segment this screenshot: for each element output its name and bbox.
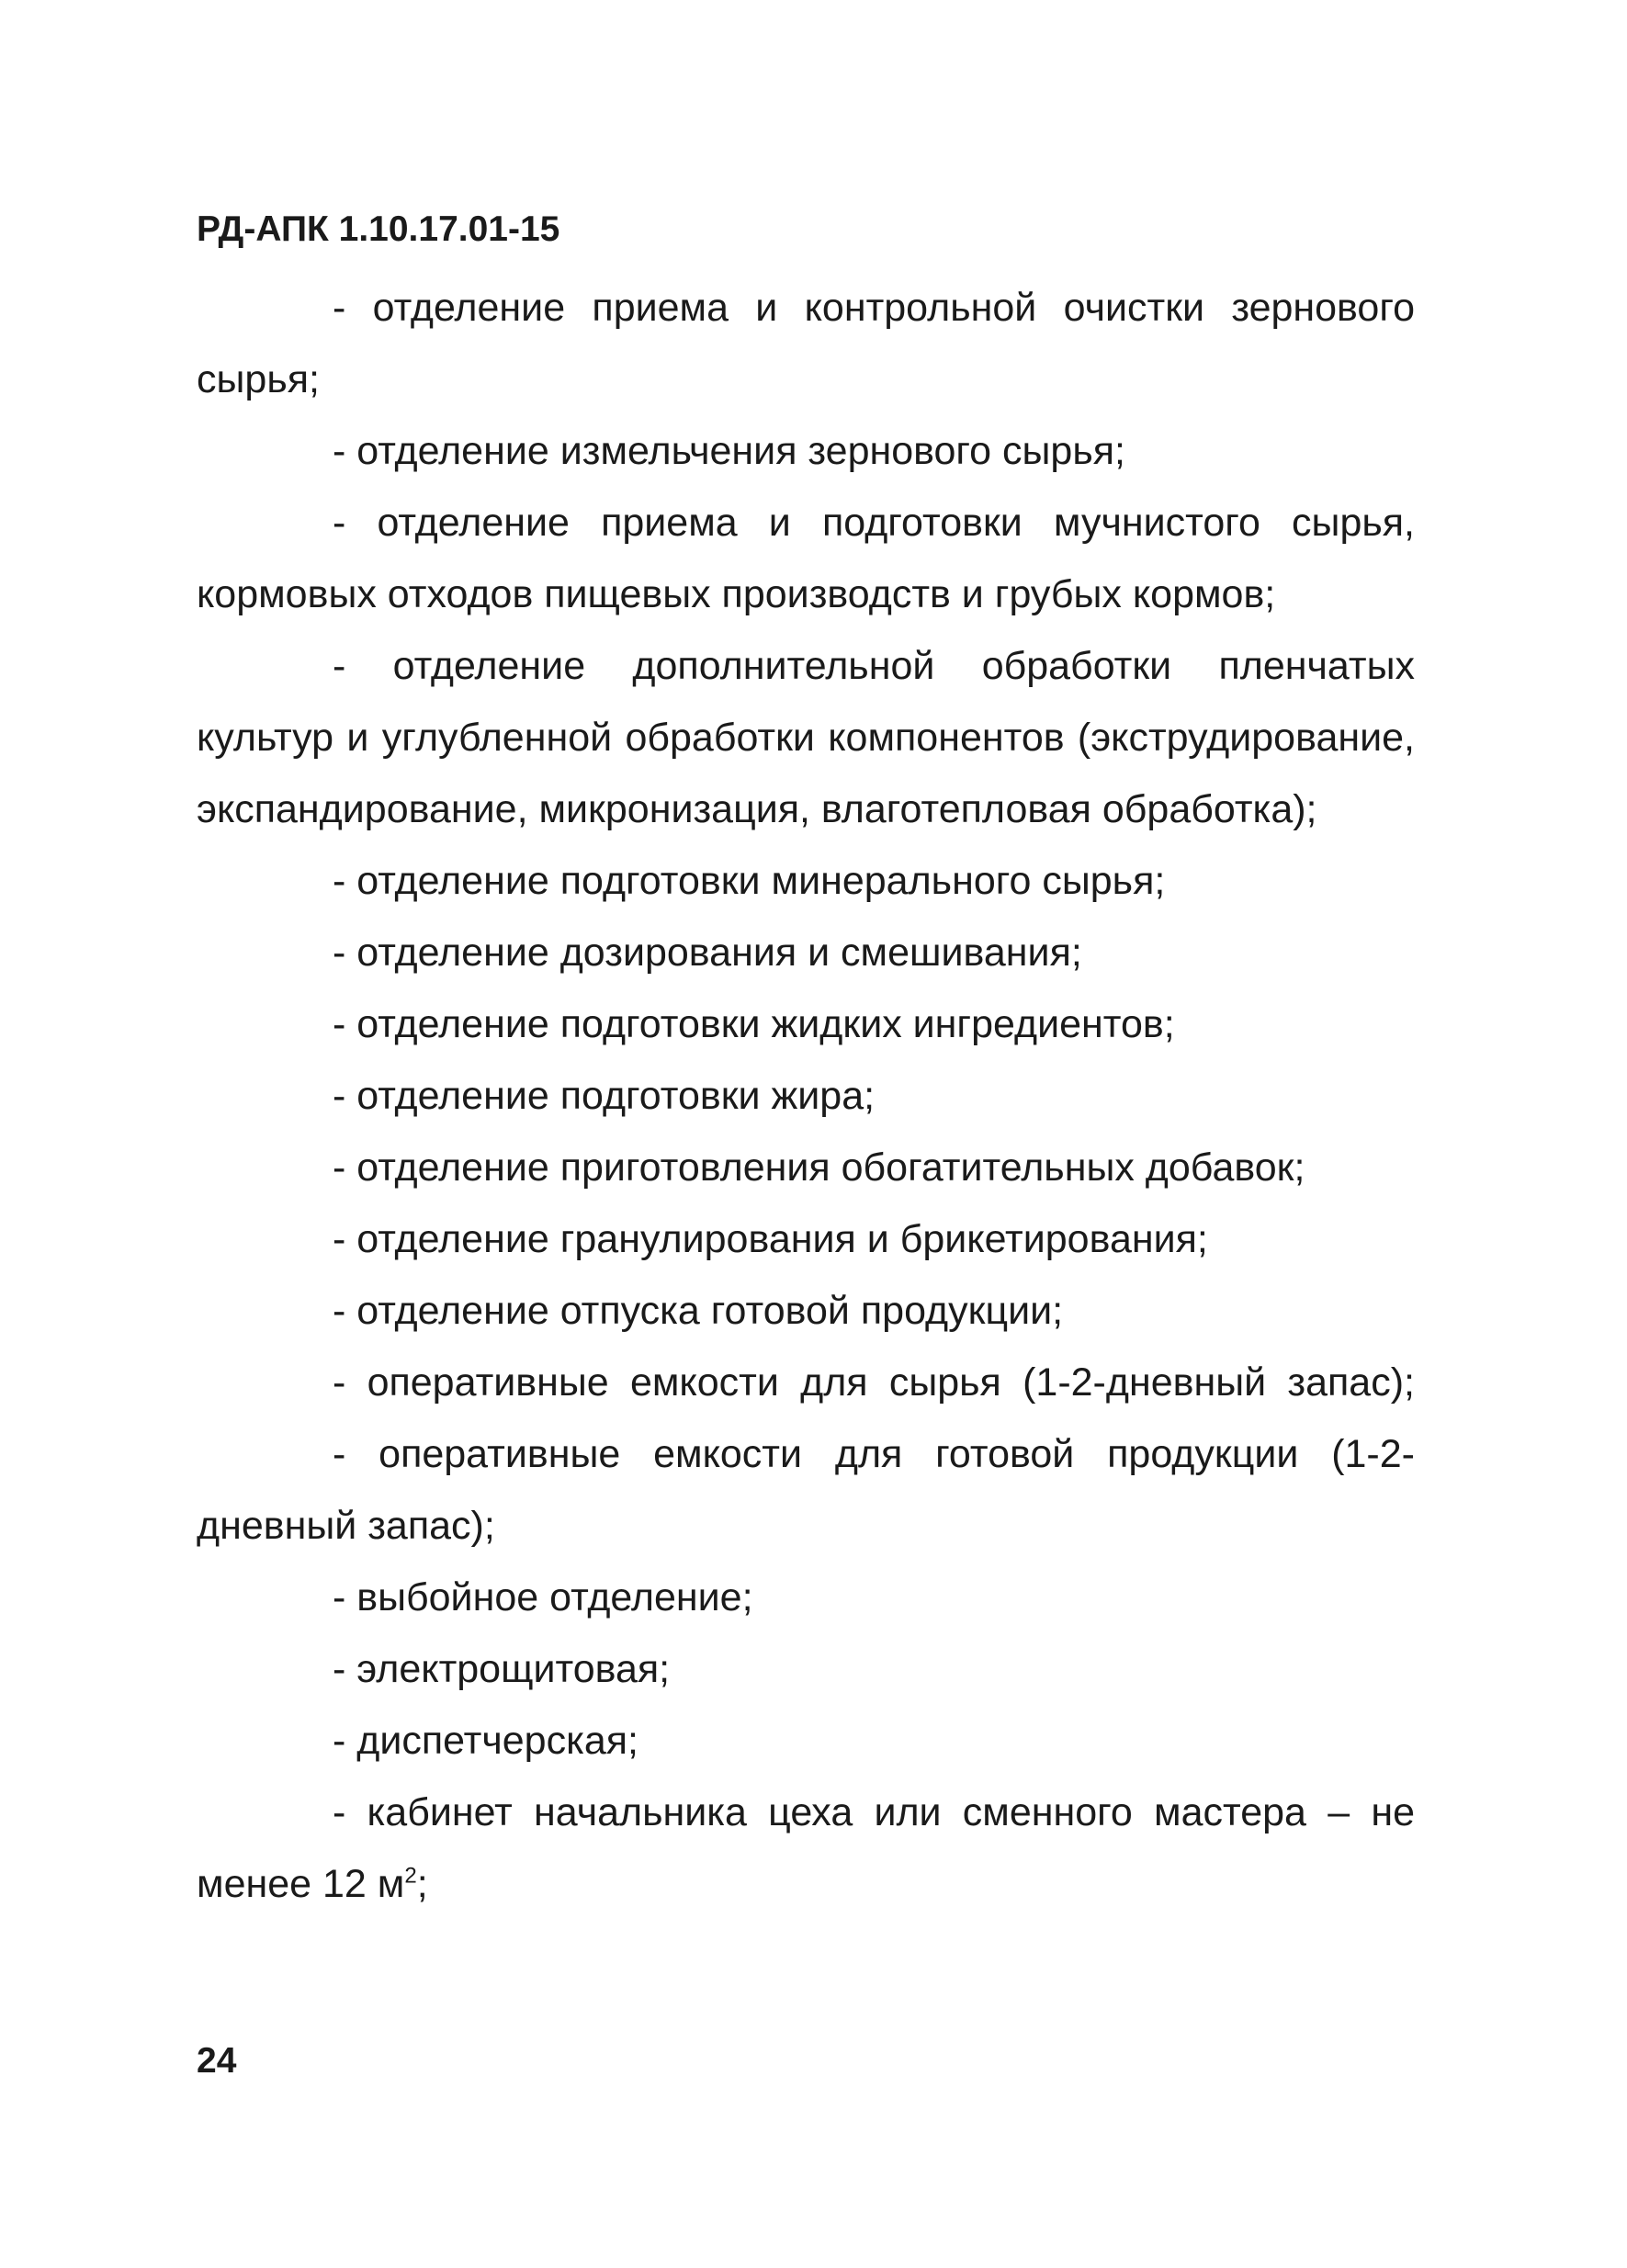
- list-item: - отделение измельчения зернового сырья;: [333, 429, 1125, 473]
- list-item: - выбойное отделение;: [333, 1575, 753, 1619]
- list-item: - диспетчерская;: [333, 1719, 638, 1763]
- office-end: ;: [416, 1862, 428, 1906]
- page-number: 24: [197, 2041, 237, 2081]
- list-item: - отделение дозирования и смешивания;: [333, 931, 1082, 975]
- list-item: - отделение приема и подготовки мучнистого сырья, кормовых отходов пищевых производств и грубых кормов;: [197, 501, 1415, 616]
- list-item-office: [197, 1777, 1415, 1920]
- office-text: - кабинет начальника цеха или сменного мастера – не менее 12 м: [197, 1790, 1415, 1906]
- list-item: - оперативные емкости для готовой продукции (1-2-дневный запас);: [197, 1432, 1415, 1548]
- list-item: - электрощитовая;: [333, 1647, 671, 1691]
- list-item: - отделение отпуска готовой продукции;: [333, 1289, 1064, 1333]
- list-item: - отделение подготовки жидких ингредиентов;: [333, 1002, 1175, 1046]
- area-unit-superscript: 2: [404, 1863, 417, 1889]
- list-item: - отделение гранулирования и брикетирования;: [333, 1217, 1208, 1261]
- list-item: - отделение подготовки жира;: [333, 1074, 876, 1118]
- list-item: - отделение приготовления обогатительных добавок;: [333, 1145, 1305, 1190]
- room-list: [197, 272, 1415, 1920]
- list-item: - отделение подготовки минерального сырья;: [333, 859, 1166, 903]
- list-item: - отделение дополнительной обработки пленчатых культур и углубленной обработки компонентов (экструдирование, экспандирование, микронизация, влаготепловая обработка);: [197, 644, 1415, 831]
- list-item: - отделение приема и контрольной очистки зернового сырья;: [197, 286, 1415, 401]
- list-item: - оперативные емкости для сырья (1-2-дневный запас);: [333, 1360, 1415, 1405]
- document-code: РД-АПК 1.10.17.01-15: [197, 209, 560, 249]
